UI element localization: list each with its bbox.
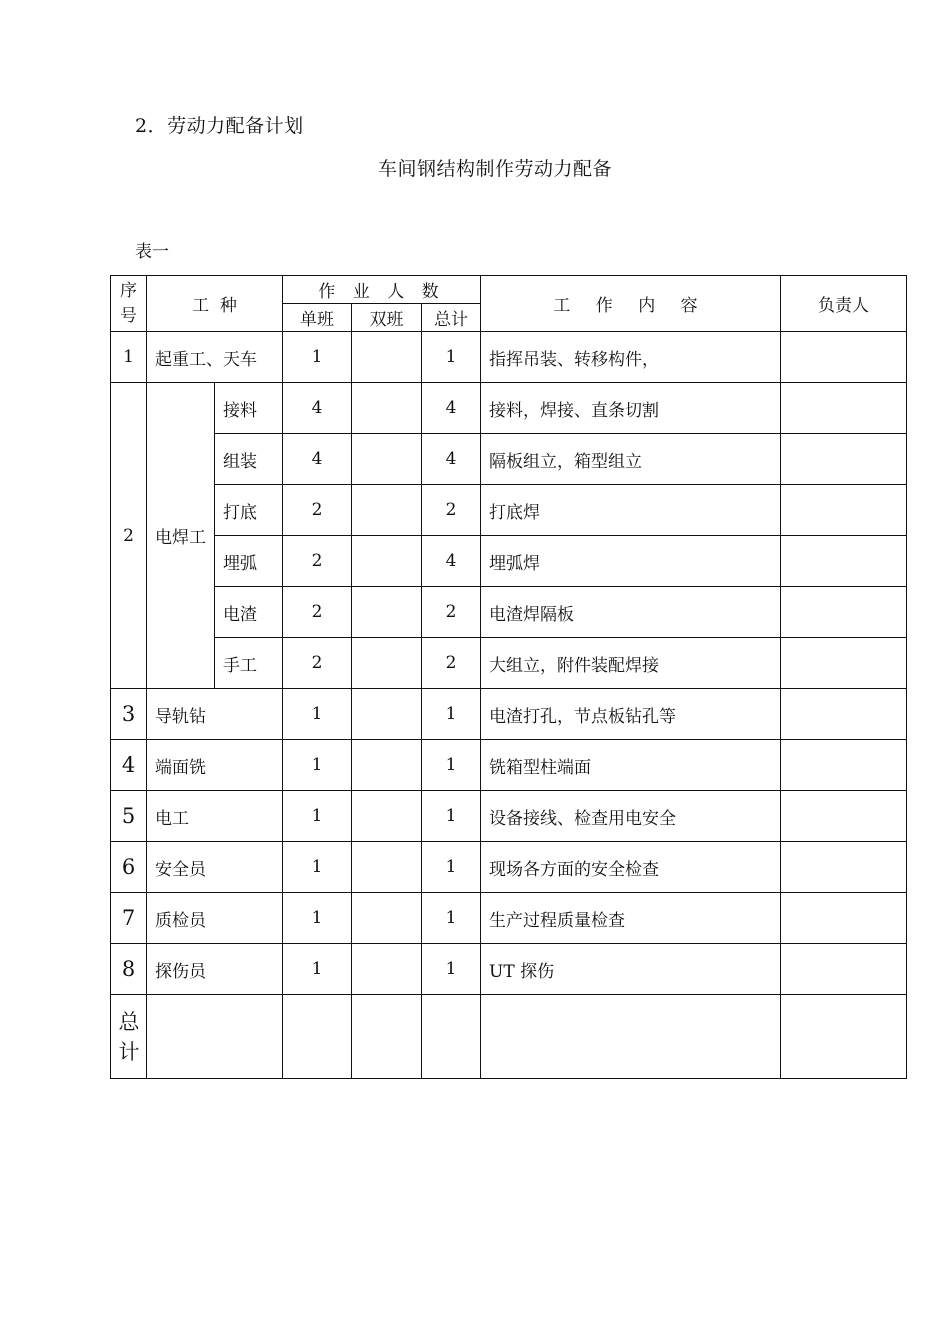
row-trade: 电焊工 bbox=[147, 383, 215, 689]
row-double bbox=[352, 434, 422, 485]
row-total: 4 bbox=[422, 536, 481, 587]
table-label: 表一 bbox=[135, 242, 169, 262]
header-double: 双班 bbox=[352, 304, 422, 332]
header-total: 总计 bbox=[422, 304, 481, 332]
row-owner bbox=[781, 485, 907, 536]
row-single: 4 bbox=[283, 383, 352, 434]
header-trade bbox=[147, 276, 283, 332]
header-seq-label: 序号 bbox=[120, 280, 137, 326]
row-double bbox=[352, 740, 422, 791]
header-owner: 负责人 bbox=[781, 276, 907, 332]
row-content: 打底焊 bbox=[481, 485, 781, 536]
row-total: 1 bbox=[422, 740, 481, 791]
row-single: 4 bbox=[283, 434, 352, 485]
row-owner bbox=[781, 944, 907, 995]
table-row bbox=[111, 332, 907, 383]
row-content: 接料，焊接、直条切割 bbox=[481, 383, 781, 434]
table-row bbox=[111, 434, 907, 485]
row-owner bbox=[781, 383, 907, 434]
header-content: 工 作 内 容 bbox=[481, 276, 781, 332]
total-trade bbox=[147, 995, 283, 1079]
row-content: 埋弧焊 bbox=[481, 536, 781, 587]
row-single: 1 bbox=[283, 842, 352, 893]
row-single: 2 bbox=[283, 638, 352, 689]
row-content: 铣箱型柱端面 bbox=[481, 740, 781, 791]
total-owner bbox=[781, 995, 907, 1079]
row-double bbox=[352, 638, 422, 689]
table-row bbox=[111, 842, 907, 893]
row-trade: 导轨钻 bbox=[147, 689, 283, 740]
table-row bbox=[111, 536, 907, 587]
row-seq: 8 bbox=[111, 944, 147, 995]
row-single: 2 bbox=[283, 536, 352, 587]
row-subtrade: 埋弧 bbox=[215, 536, 283, 587]
table-row bbox=[111, 893, 907, 944]
row-owner bbox=[781, 893, 907, 944]
row-owner bbox=[781, 842, 907, 893]
row-content: 设备接线、检查用电安全 bbox=[481, 791, 781, 842]
row-total: 2 bbox=[422, 485, 481, 536]
row-total: 1 bbox=[422, 944, 481, 995]
row-seq: 2 bbox=[111, 383, 147, 689]
section-heading: 2．劳动力配备计划 bbox=[135, 115, 304, 137]
row-owner bbox=[781, 434, 907, 485]
total-content bbox=[481, 995, 781, 1079]
row-single: 1 bbox=[283, 740, 352, 791]
table-row bbox=[111, 791, 907, 842]
row-owner bbox=[781, 740, 907, 791]
total-label: 总计 bbox=[118, 1009, 140, 1064]
table-row bbox=[111, 638, 907, 689]
row-trade: 探伤员 bbox=[147, 944, 283, 995]
row-single: 1 bbox=[283, 893, 352, 944]
row-content: 生产过程质量检查 bbox=[481, 893, 781, 944]
row-owner bbox=[781, 587, 907, 638]
header-trade-label: 工 种 bbox=[192, 296, 237, 316]
header-row-1 bbox=[111, 276, 907, 304]
row-single: 2 bbox=[283, 485, 352, 536]
row-owner bbox=[781, 791, 907, 842]
row-total: 4 bbox=[422, 434, 481, 485]
row-double bbox=[352, 791, 422, 842]
table-row bbox=[111, 740, 907, 791]
row-subtrade: 手工 bbox=[215, 638, 283, 689]
row-total: 1 bbox=[422, 842, 481, 893]
row-content: 电渣打孔，节点板钻孔等 bbox=[481, 689, 781, 740]
row-trade: 质检员 bbox=[147, 893, 283, 944]
table-row bbox=[111, 587, 907, 638]
row-seq: 4 bbox=[111, 740, 147, 791]
row-total: 2 bbox=[422, 587, 481, 638]
row-single: 2 bbox=[283, 587, 352, 638]
row-seq: 6 bbox=[111, 842, 147, 893]
row-double bbox=[352, 944, 422, 995]
table-row bbox=[111, 383, 907, 434]
row-double bbox=[352, 485, 422, 536]
row-subtrade: 打底 bbox=[215, 485, 283, 536]
row-total: 1 bbox=[422, 893, 481, 944]
row-owner bbox=[781, 536, 907, 587]
row-content: 大组立，附件装配焊接 bbox=[481, 638, 781, 689]
row-subtrade: 电渣 bbox=[215, 587, 283, 638]
row-single: 1 bbox=[283, 689, 352, 740]
row-seq: 7 bbox=[111, 893, 147, 944]
row-total: 1 bbox=[422, 689, 481, 740]
row-subtrade: 组装 bbox=[215, 434, 283, 485]
table-row bbox=[111, 944, 907, 995]
header-single: 单班 bbox=[283, 304, 352, 332]
row-seq: 1 bbox=[111, 332, 147, 383]
total-row bbox=[111, 995, 907, 1079]
total-double bbox=[352, 995, 422, 1079]
row-trade: 起重工、天车 bbox=[147, 332, 283, 383]
row-trade: 电工 bbox=[147, 791, 283, 842]
row-double bbox=[352, 587, 422, 638]
row-double bbox=[352, 536, 422, 587]
row-owner bbox=[781, 638, 907, 689]
row-double bbox=[352, 893, 422, 944]
total-total bbox=[422, 995, 481, 1079]
row-seq: 5 bbox=[111, 791, 147, 842]
row-content: UT 探伤 bbox=[481, 944, 781, 995]
row-content: 电渣焊隔板 bbox=[481, 587, 781, 638]
row-content: 隔板组立，箱型组立 bbox=[481, 434, 781, 485]
row-trade: 安全员 bbox=[147, 842, 283, 893]
row-single: 1 bbox=[283, 791, 352, 842]
document-title: 车间钢结构制作劳动力配备 bbox=[377, 158, 612, 180]
labor-allocation-table bbox=[110, 275, 907, 1079]
row-double bbox=[352, 332, 422, 383]
table-row bbox=[111, 689, 907, 740]
row-owner bbox=[781, 332, 907, 383]
row-double bbox=[352, 842, 422, 893]
row-double bbox=[352, 383, 422, 434]
row-seq: 3 bbox=[111, 689, 147, 740]
row-total: 1 bbox=[422, 332, 481, 383]
total-label-cell bbox=[111, 995, 147, 1079]
row-owner bbox=[781, 689, 907, 740]
row-trade: 端面铣 bbox=[147, 740, 283, 791]
table-row bbox=[111, 485, 907, 536]
header-workers: 作 业 人 数 bbox=[283, 276, 481, 304]
total-single bbox=[283, 995, 352, 1079]
row-content: 现场各方面的安全检查 bbox=[481, 842, 781, 893]
row-total: 4 bbox=[422, 383, 481, 434]
row-total: 2 bbox=[422, 638, 481, 689]
row-subtrade: 接料 bbox=[215, 383, 283, 434]
row-single: 1 bbox=[283, 332, 352, 383]
row-content: 指挥吊装、转移构件， bbox=[481, 332, 781, 383]
row-double bbox=[352, 689, 422, 740]
header-seq bbox=[111, 276, 147, 332]
row-single: 1 bbox=[283, 944, 352, 995]
row-total: 1 bbox=[422, 791, 481, 842]
